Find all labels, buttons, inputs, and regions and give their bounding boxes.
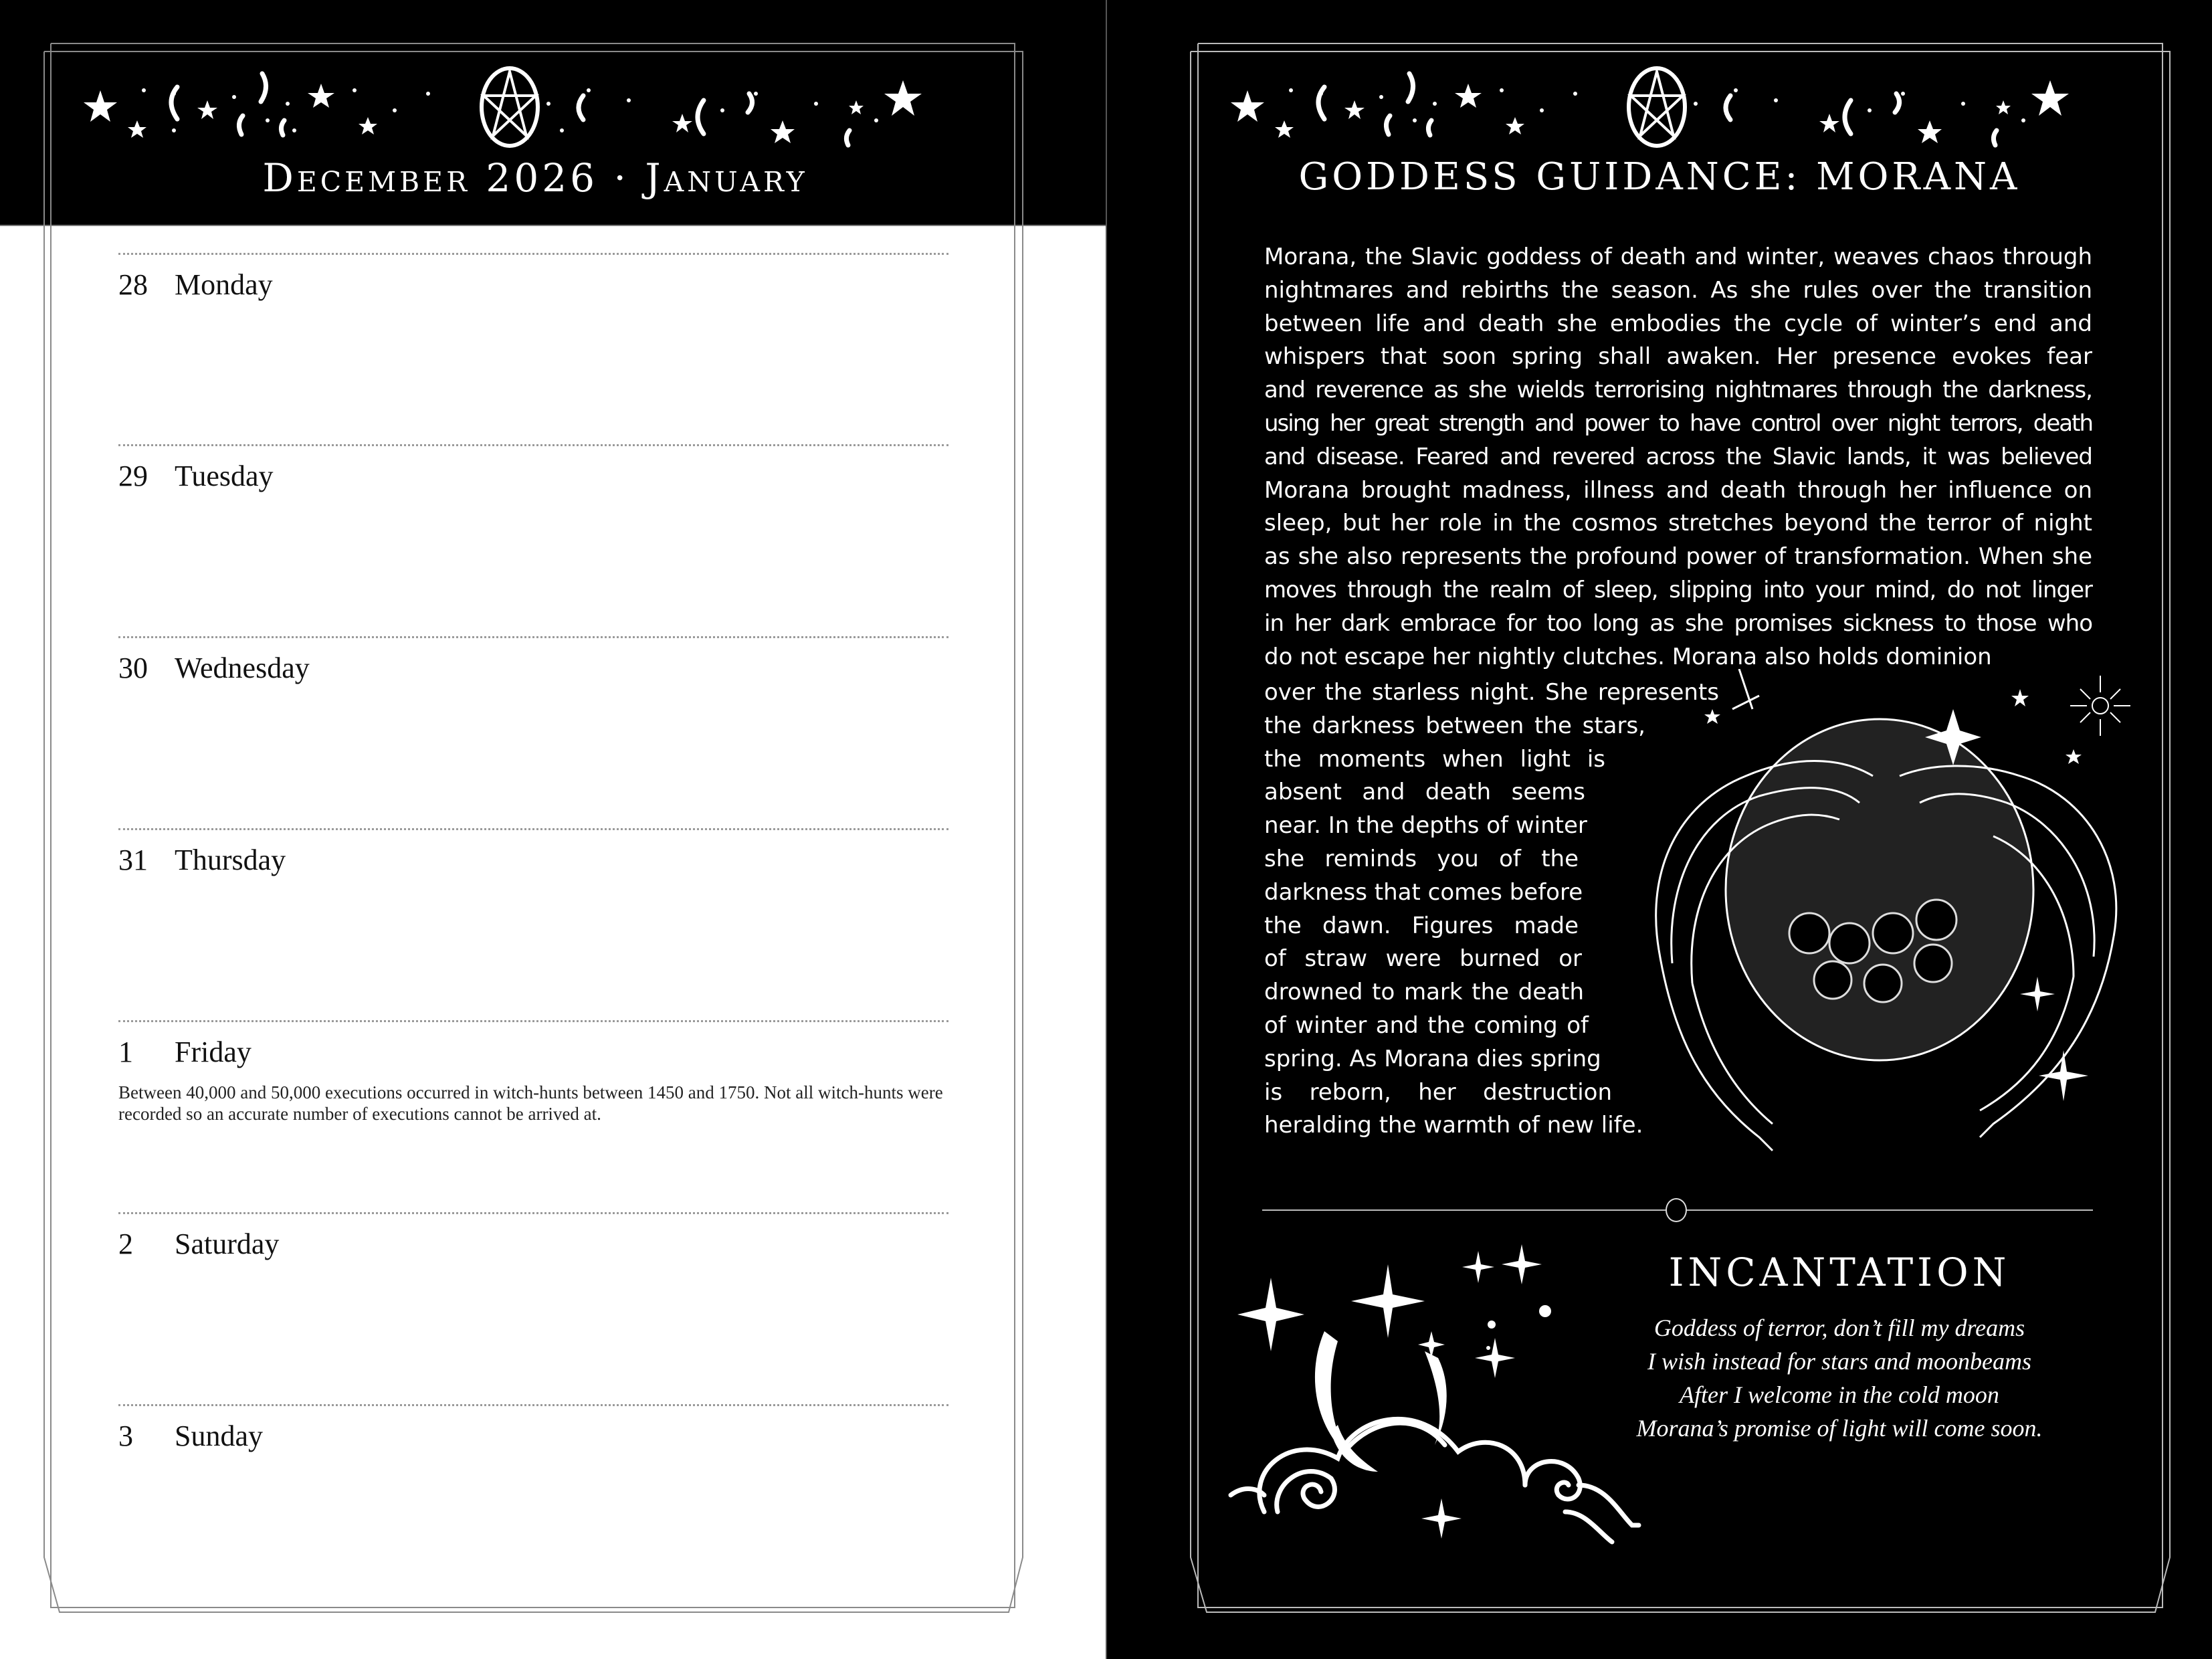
stars-moons-ornament-icon: [80, 64, 990, 151]
body-line: the moments when light is: [1264, 745, 1605, 773]
day-name: Tuesday: [175, 460, 274, 492]
body-line: the dawn. Figures made: [1264, 912, 1579, 939]
day-number: 28: [118, 268, 148, 301]
body-line: of winter and the coming of: [1264, 1011, 1589, 1039]
dotted-rule: [118, 1404, 948, 1406]
day-name: Monday: [175, 268, 273, 301]
divider-ornament-icon: [1666, 1198, 1687, 1222]
page-title: December 2026 · January: [262, 155, 808, 201]
body-line: sleep, but her role in the cosmos stretches beyond the terror of night: [1264, 510, 2092, 537]
dotted-rule: [118, 828, 948, 830]
body-line: absent and death seems: [1264, 779, 1585, 806]
day-name: Sunday: [175, 1420, 263, 1452]
body-line: is reborn, her destruction: [1264, 1078, 1612, 1106]
dotted-rule: [118, 444, 948, 446]
body-line: spring. As Morana dies spring: [1264, 1045, 1601, 1072]
day-name: Thursday: [175, 844, 286, 876]
verse-line: I wish instead for stars and moonbeams: [1647, 1348, 2032, 1375]
day-number: 30: [118, 652, 148, 684]
day-name: Friday: [175, 1036, 252, 1068]
stars-moons-ornament-icon: [1227, 64, 2137, 151]
day-note: Between 40,000 and 50,000 executions occurred in witch-hunts between 1450 and 1750. Not all witch-hunts were recorded so an accurate number of executions cannot be arrived at.: [118, 1082, 943, 1124]
body-line: she reminds you of the: [1264, 845, 1579, 872]
body-line: of straw were burned or: [1264, 945, 1582, 973]
page-title: GODDESS GUIDANCE: MORANA: [1298, 155, 2021, 199]
body-line: in her dark embrace for too long as she promises sickness to those who: [1264, 609, 2092, 637]
verse-line: Morana’s promise of light will come soon.: [1636, 1415, 2043, 1442]
body-line: near. In the depths of winter: [1264, 812, 1587, 840]
pentagram-icon: [1629, 68, 1685, 146]
day-name: Saturday: [175, 1228, 280, 1260]
day-name: Wednesday: [175, 652, 310, 684]
hands-holding-moon-illustration: [1619, 669, 2154, 1191]
day-number: 3: [118, 1420, 133, 1452]
dotted-rule: [118, 636, 948, 638]
body-paragraph: [1264, 241, 2092, 674]
dotted-rule: [118, 253, 948, 255]
day-number: 1: [118, 1036, 133, 1068]
dotted-rule: [118, 1020, 948, 1022]
body-line: over the starless night. She represents: [1264, 679, 1719, 706]
body-line: between life and death she embodies the cycle of winter’s end and: [1264, 310, 2092, 337]
verse-line: Goddess of terror, don’t fill my dreams: [1653, 1314, 2025, 1341]
body-line: whispers that soon spring shall awaken. Her presence evokes fear: [1264, 343, 2092, 371]
body-line: and reverence as she wields terrorising nightmares through the darkness,: [1264, 377, 2092, 404]
body-line: the darkness between the stars,: [1264, 712, 1645, 739]
body-line: moves through the realm of sleep, slipping into your mind, do not linger: [1264, 576, 2092, 603]
body-line: Morana brought madness, illness and death through her influence on: [1264, 476, 2092, 504]
incantation-verse: [1605, 1311, 2074, 1445]
day-number: 29: [118, 460, 148, 492]
incantation-title: INCANTATION: [1668, 1250, 2011, 1295]
day-number: 31: [118, 844, 148, 876]
day-number: 2: [118, 1228, 133, 1260]
pentagram-icon: [482, 68, 538, 146]
body-line: heralding the warmth of new life.: [1264, 1112, 1643, 1139]
body-line: darkness that comes before: [1264, 878, 1583, 906]
body-line: do not escape her nightly clutches. Morana also holds dominion: [1264, 643, 1992, 670]
body-line: and disease. Feared and revered across the Slavic lands, it was believed: [1264, 443, 2092, 470]
body-line: using her great strength and power to have control over night terrors, death: [1264, 409, 2092, 437]
body-line: Morana, the Slavic goddess of death and winter, weaves chaos through: [1264, 243, 2092, 270]
dotted-rule: [118, 1212, 948, 1214]
body-line: as she also represents the profound power of transformation. When she: [1264, 543, 2092, 571]
verse-line: After I welcome in the cold moon: [1680, 1381, 1999, 1408]
body-line: nightmares and rebirths the season. As she rules over the transition: [1264, 276, 2092, 304]
body-line: drowned to mark the death: [1264, 979, 1584, 1006]
